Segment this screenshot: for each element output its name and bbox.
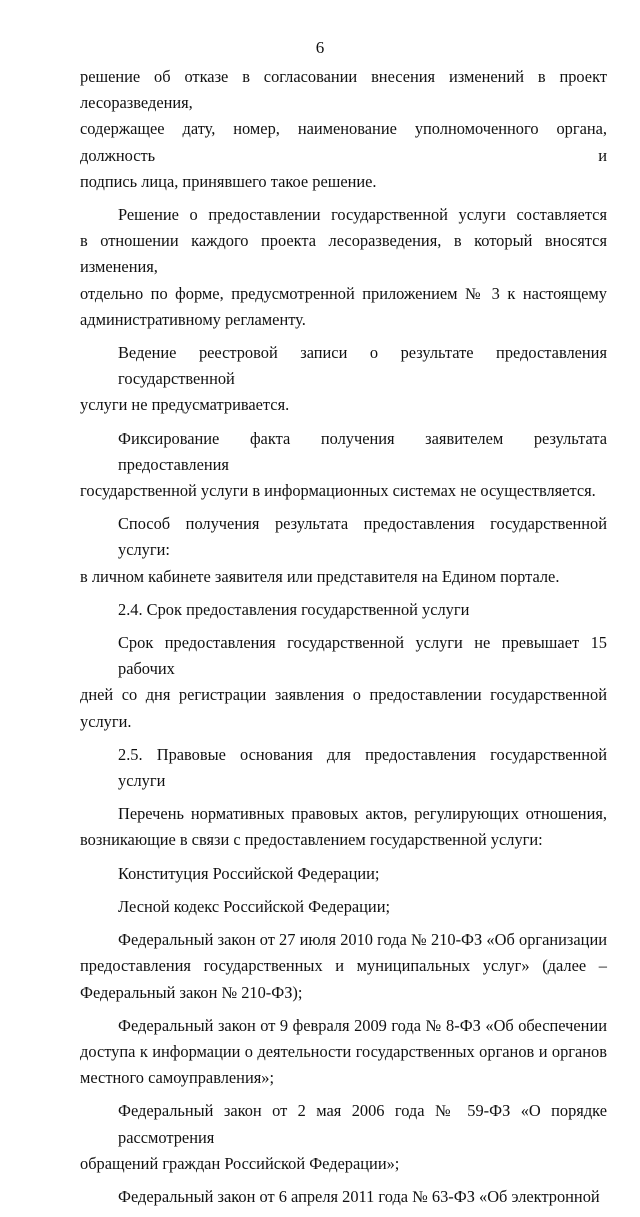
- paragraph: [80, 1098, 607, 1177]
- text-line: Способ получения результата предоставления государственной услуги:: [118, 514, 607, 560]
- text-line: 2.4. Срок предоставления государственной услуги: [118, 599, 470, 619]
- text-line: Ведение реестровой записи о результате предоставления государственной: [118, 343, 607, 389]
- text-line: предоставления государственных и муниципальных услуг» (далее –: [80, 956, 607, 976]
- text-line: услуги не предусматривается.: [80, 395, 290, 415]
- text-line: Федеральный закон от 2 мая 2006 года № 59-ФЗ «О порядке рассмотрения: [118, 1101, 607, 1147]
- paragraph: [80, 202, 607, 333]
- paragraph: [80, 861, 607, 887]
- text-line: Федеральный закон от 9 февраля 2009 года № 8-ФЗ «Об обеспечении: [118, 1015, 607, 1035]
- text-line: доступа к информации о деятельности государственных органов и органов: [80, 1041, 607, 1061]
- text-line: возникающие в связи с предоставлением государственной услуги:: [80, 830, 543, 850]
- text-line: местного самоуправления»;: [80, 1068, 275, 1088]
- text-line: Решение о предоставлении государственной услуги составляется: [118, 205, 607, 225]
- text-line: административному регламенту.: [80, 309, 306, 329]
- paragraph: [80, 630, 607, 735]
- text-line: Срок предоставления государственной услуги не превышает 15 рабочих: [118, 633, 607, 679]
- text-line: 2.5. Правовые основания для предоставления государственной услуги: [118, 744, 607, 791]
- paragraph: [80, 1013, 607, 1092]
- text-line: Фиксирование факта получения заявителем результата предоставления: [118, 428, 607, 474]
- text-line: Федеральный закон от 6 апреля 2011 года № 63-ФЗ «Об электронной: [118, 1186, 600, 1206]
- text-line: обращений граждан Российской Федерации»;: [80, 1153, 400, 1173]
- text-line: решение об отказе в согласовании внесения изменений в проект лесоразведения,: [80, 67, 607, 113]
- text-line: в личном кабинете заявителя или представителя на Едином портале.: [80, 566, 560, 586]
- paragraph: [80, 597, 607, 623]
- paragraph: [80, 742, 607, 794]
- paragraph: [80, 894, 607, 920]
- text-line: Федеральный закон от 27 июля 2010 года № 210-ФЗ «Об организации: [118, 930, 607, 950]
- text-line: в отношении каждого проекта лесоразведения, в который вносятся изменения,: [80, 231, 607, 277]
- paragraph: [80, 426, 607, 505]
- document-body: [80, 64, 607, 1217]
- paragraph: [80, 801, 607, 853]
- paragraph: [80, 511, 607, 590]
- paragraph: [80, 64, 607, 195]
- paragraph: [80, 1184, 607, 1210]
- paragraph: [80, 340, 607, 419]
- text-line: отдельно по форме, предусмотренной приложением № 3 к настоящему: [80, 283, 607, 303]
- text-line: дней со дня регистрации заявления о предоставлении государственной услуги.: [80, 685, 607, 731]
- text-line: Конституция Российской Федерации;: [118, 863, 380, 883]
- text-line: подпись лица, принявшего такое решение.: [80, 171, 377, 191]
- text-line: Перечень нормативных правовых актов, регулирующих отношения,: [118, 804, 607, 824]
- text-line: Лесной кодекс Российской Федерации;: [118, 896, 391, 916]
- page-number: 6: [315, 38, 325, 57]
- paragraph: [80, 927, 607, 1006]
- text-line: государственной услуги в информационных системах не осуществляется.: [80, 481, 596, 501]
- text-line: Федеральный закон № 210-ФЗ);: [80, 982, 303, 1002]
- text-line: содержащее дату, номер, наименование уполномоченного органа, должность и: [80, 119, 607, 165]
